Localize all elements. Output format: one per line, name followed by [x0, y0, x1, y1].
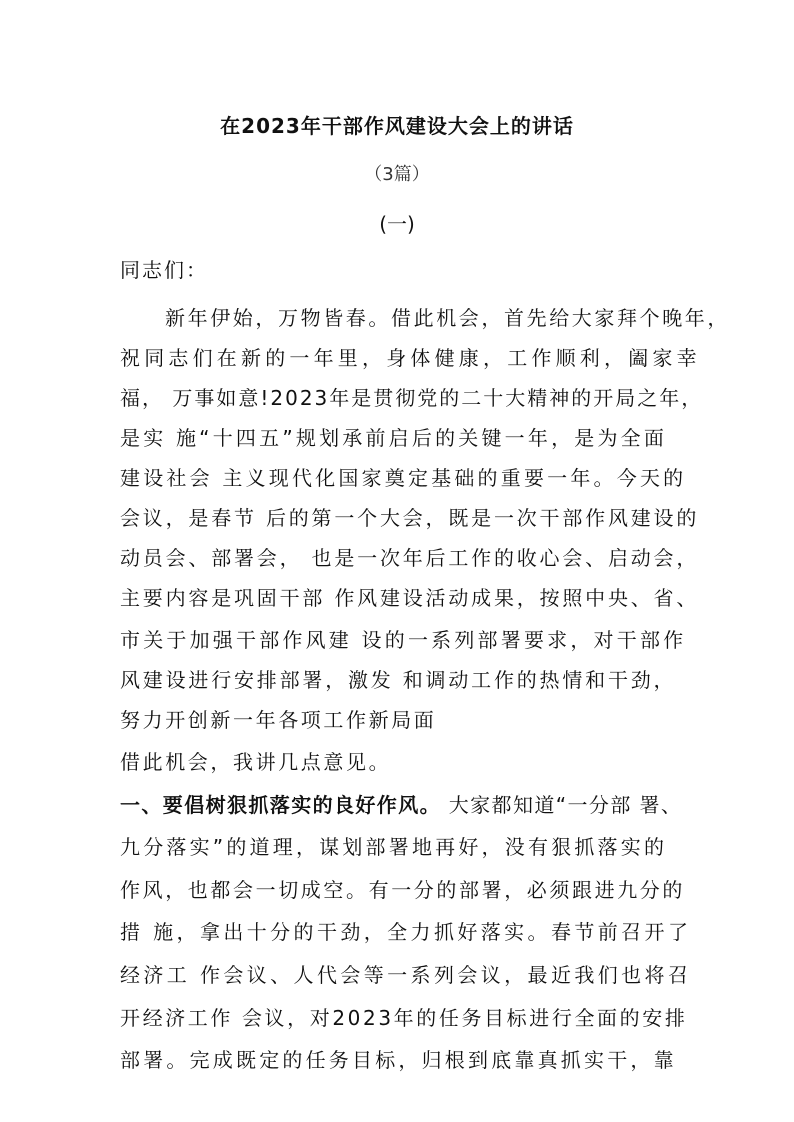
paragraph-line: 开经济工作 会议，对2023年的任务目标进行全面的安排 [120, 1006, 688, 1030]
section-heading-line [120, 793, 682, 817]
paragraph-line: 部署。完成既定的任务目标，归根到底靠真抓实干，靠 [120, 1048, 677, 1072]
paragraph-line: 新年伊始，万物皆春。借此机会，首先给大家拜个晚年， [165, 306, 730, 330]
salutation: 同志们： [120, 258, 208, 282]
document-title: 在2023年干部作风建设大会上的讲话 [220, 114, 574, 138]
paragraph-line: 福， 万事如意!2023年是贯彻党的二十大精神的开局之年， [120, 386, 704, 410]
document-subtitle: （3篇） [364, 164, 430, 185]
paragraph-line: 作风，也都会一切成空。有一分的部署，必须跟进九分的 [120, 878, 685, 902]
paragraph-line: 主要内容是巩固干部 作风建设活动成果，按照中央、省、 [120, 586, 700, 610]
paragraph-line: 九分落实”的道理，谋划部署地再好，没有狠抓落实的 [120, 835, 668, 859]
paragraph-line: 借此机会，我讲几点意见。 [120, 750, 392, 774]
paragraph-line: 经济工 作会议、人代会等一系列会议，最近我们也将召 [120, 963, 692, 987]
part-number: (一) [379, 212, 415, 236]
paragraph-line: 祝同志们在新的一年里，身体健康，工作顺利，阖家幸 [120, 346, 701, 370]
section-heading: 一、要倡树狠抓落实的良好作风。 [120, 793, 441, 817]
paragraph-line: 风建设进行安排部署，激发 和调动工作的热情和干劲， [120, 668, 677, 692]
paragraph-line: 措 施，拿出十分的干劲，全力抓好落实。春节前召开了 [120, 920, 692, 944]
paragraph-line: 动员会、部署会， 也是一次年后工作的收心会、启动会， [120, 546, 700, 570]
paragraph-text: 大家都知道“一分部 署、 [441, 793, 683, 817]
paragraph-line: 努力开创新一年各项工作新局面 [120, 708, 437, 732]
paragraph-line: 会议，是春节 后的第一个大会，既是一次干部作风建设的 [120, 506, 700, 530]
paragraph-line: 是实 施“十四五”规划承前启后的关键一年，是为全面 [120, 426, 668, 450]
paragraph-line: 建设社会 主义现代化国家奠定基础的重要一年。今天的 [120, 466, 687, 490]
paragraph-line: 市关于加强干部作风建 设的一系列部署要求，对干部作 [120, 628, 687, 652]
